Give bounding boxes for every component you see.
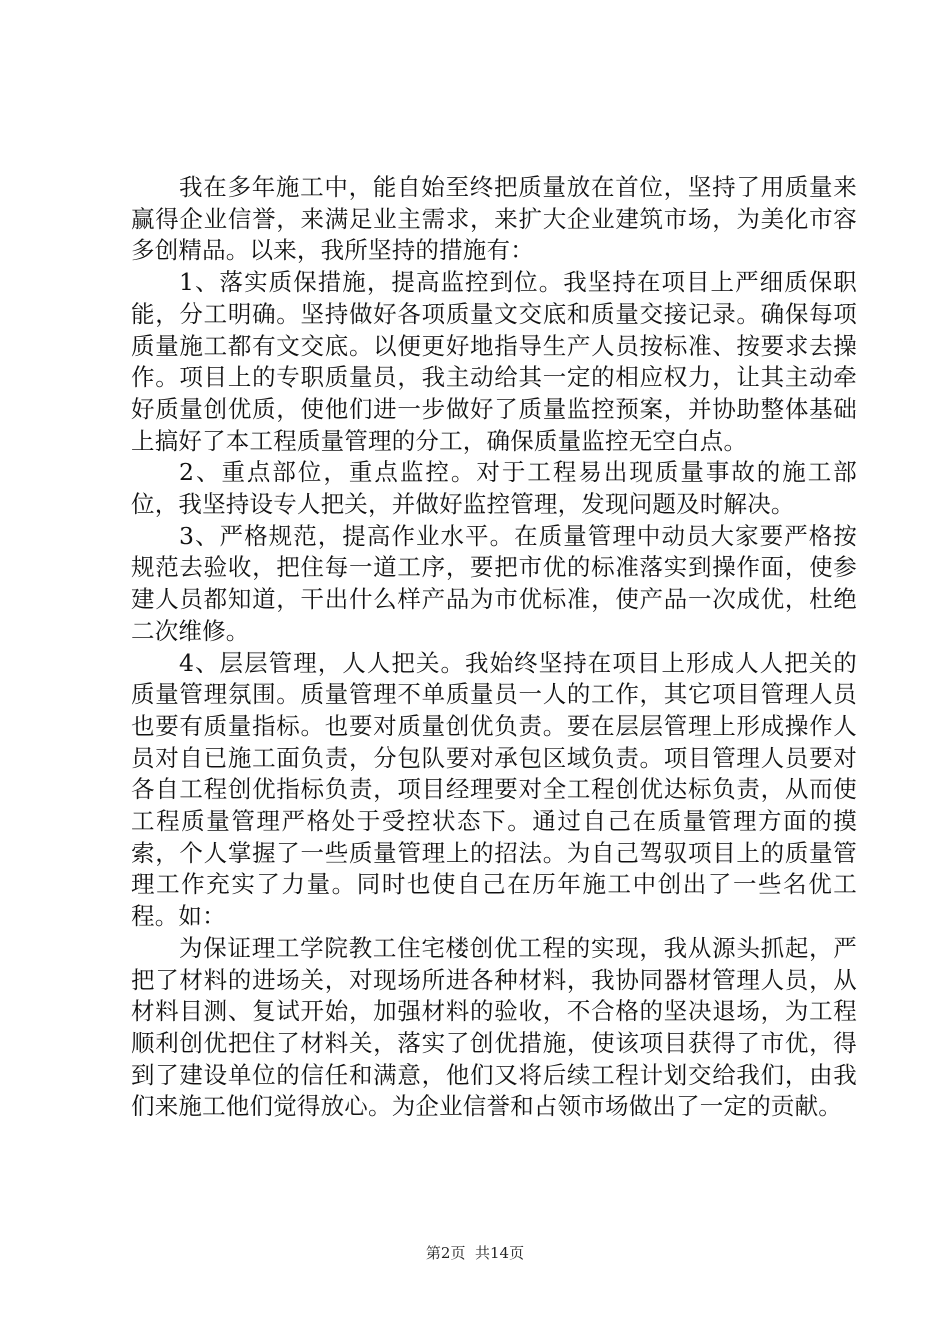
paragraph-measure-3: 3、严格规范，提高作业水平。在质量管理中动员大家要严格按规范去验收，把住每一道工序，要把市优的标准落实到操作面，使参建人员都知道，干出什么样产品为市优标准，使产品一次成优，杜绝二次维修。	[131, 521, 857, 645]
page-number-footer: 第2页 共14页	[425, 1244, 525, 1262]
paragraph-example: 为保证理工学院教工住宅楼创优工程的实现，我从源头抓起，严把了材料的进场关，对现场所进各种材料，我协同器材管理人员，从材料目测、复试开始，加强材料的验收，不合格的坚决退场，为工程顺利创优把住了材料关，落实了创优措施，使该项目获得了市优，得到了建设单位的信任和满意，他们又将后续工程计划交给我们，由我们来施工他们觉得放心。为企业信誉和占领市场做出了一定的贡献。	[131, 933, 857, 1121]
paragraph-measure-1: 1、落实质保措施，提高监控到位。我坚持在项目上严细质保职能，分工明确。坚持做好各项质量文交底和质量交接记录。确保每项质量施工都有文交底。以便更好地指导生产人员按标准、按要求去操作。项目上的专职质量员，我主动给其一定的相应权力，让其主动牵好质量创优质，使他们进一步做好了质量监控预案，并协助整体基础上搞好了本工程质量管理的分工，确保质量监控无空白点。	[131, 268, 857, 455]
paragraph-measure-4: 4、层层管理，人人把关。我始终坚持在项目上形成人人把关的质量管理氛围。质量管理不单质量员一人的工作，其它项目管理人员也要有质量指标。也要对质量创优负责。要在层层管理上形成操作人员对自已施工面负责，分包队要对承包区域负责。项目管理人员要对各自工程创优指标负责，项目经理要对全工程创优达标负责，从而使工程质量管理严格处于受控状态下。通过自己在质量管理方面的摸索，个人掌握了一些质量管理上的招法。为自己驾驭项目上的质量管理工作充实了力量。同时也使自己在历年施工中创出了一些名优工程。如：	[131, 648, 857, 931]
document-body	[131, 172, 857, 1123]
paragraph-measure-2: 2、重点部位，重点监控。对于工程易出现质量事故的施工部位，我坚持设专人把关，并做好监控管理，发现问题及时解决。	[131, 458, 857, 519]
paragraph-intro: 我在多年施工中，能自始至终把质量放在首位，坚持了用质量来赢得企业信誉，来满足业主需求，来扩大企业建筑市场，为美化市容多创精品。以来，我所坚持的措施有：	[131, 173, 857, 265]
